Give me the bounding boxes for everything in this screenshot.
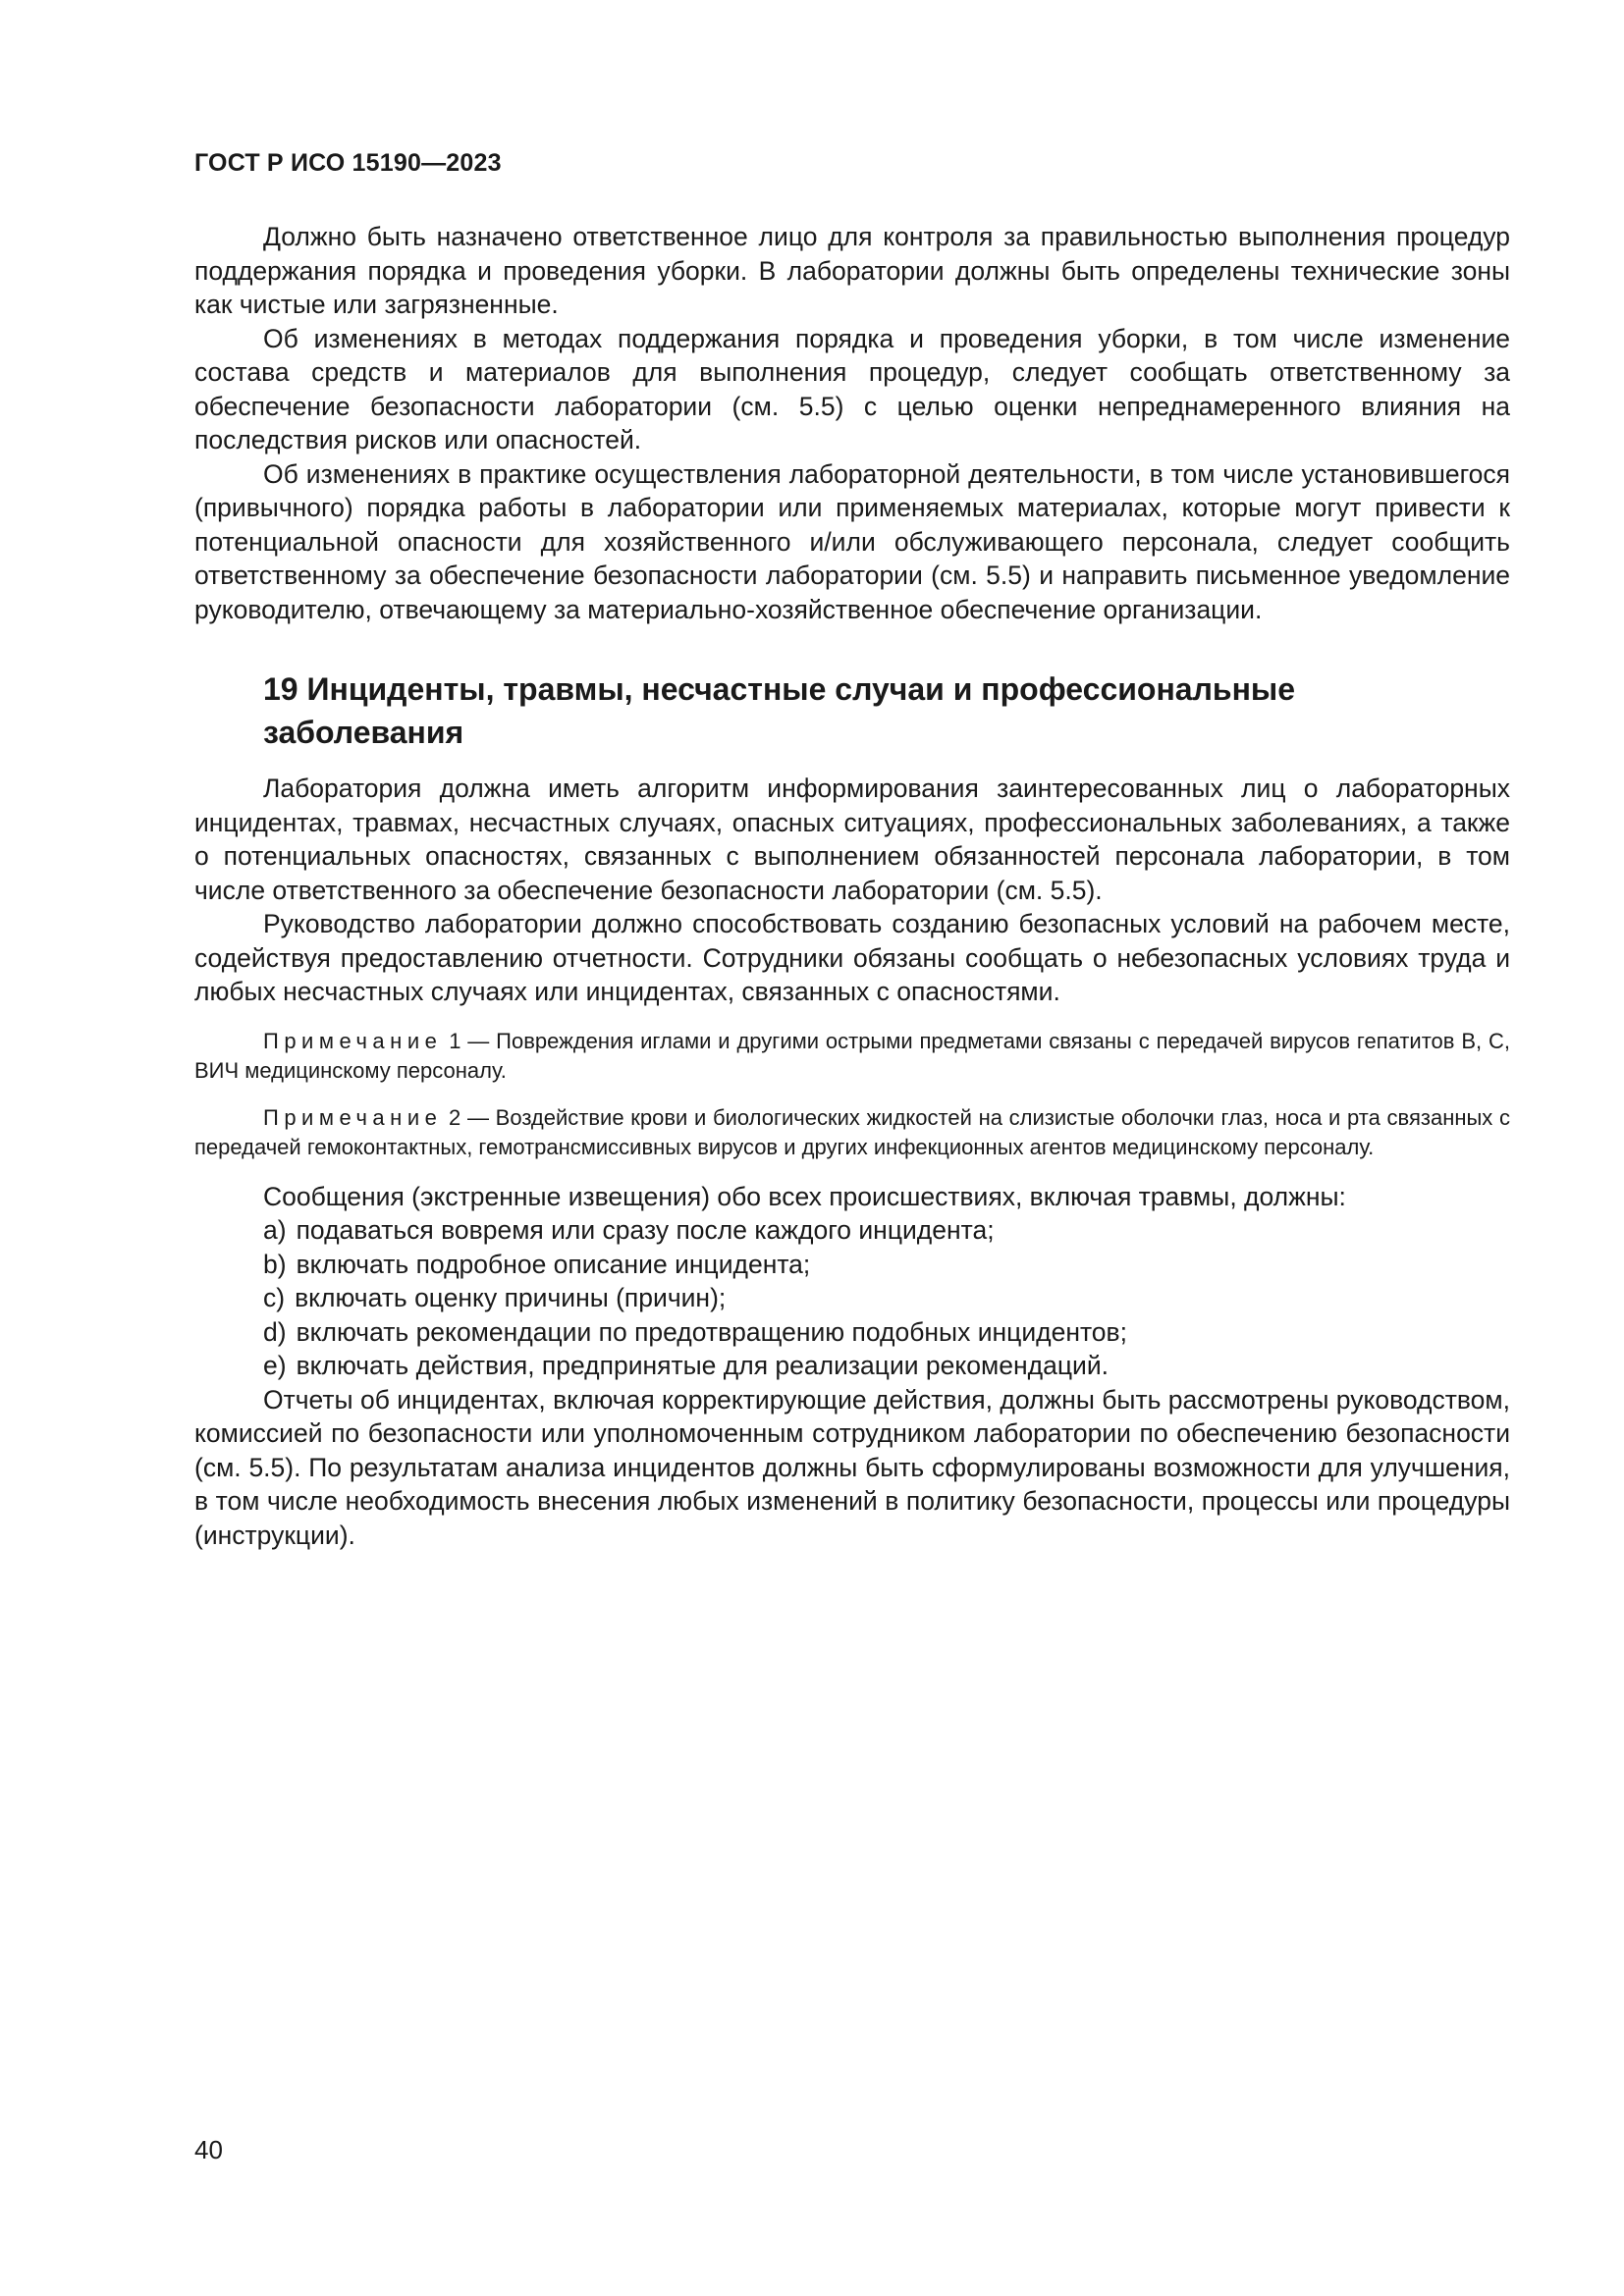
paragraph-incident-reports: Отчеты об инцидентах, включая корректирующие действия, должны быть рассмотрены руководством, комиссией по безопасности или уполномоченным сотрудником лаборатории по обеспечению безопасности (см. 5.5). По результатам анализа инцидентов должны быть сформулированы возможности для улучшения, в том числе необходимость внесения любых изменений в политику безопасности, процессы или процедуры (инструкции). [194, 1384, 1510, 1550]
note-label: Примечание [263, 1104, 443, 1130]
list-item-text: включать рекомендации по предотвращению подобных инцидентов; [296, 1316, 1127, 1347]
note-text: 2 — Воздействие крови и биологических жидкостей на слизистые оболочки глаз, носа и рта связанных с передачей гемоконтактных, гемотрансмиссивных вирусов и других инфекционных агентов медицинскому персоналу. [194, 1104, 1510, 1159]
document-code-header: ГОСТ Р ИСО 15190—2023 [194, 149, 502, 177]
list-marker: b) [263, 1249, 287, 1279]
paragraph-safe-conditions: Руководство лаборатории должно способствовать созданию безопасных условий на рабочем месте, содействуя предоставлению отчетности. Сотрудники обязаны сообщать о небезопасных условиях труда и любых несчастных случаях или инцидентах, связанных с опасностями. [194, 909, 1510, 1006]
document-body [194, 220, 1510, 1552]
paragraph-cleaning-changes: Об изменениях в методах поддержания порядка и проведения уборки, в том числе изменение состава средств и материалов для выполнения процедур, следует сообщать ответственному за обеспечение безопасности лаборатории (см. 5.5) с целью оценки непреднамеренного влияния на последствия рисков или опасностей. [194, 323, 1510, 454]
list-marker: c) [263, 1283, 286, 1312]
list-marker: e) [263, 1351, 287, 1380]
note-2 [194, 1103, 1510, 1162]
note-text: 1 — Повреждения иглами и другими острыми предметами связаны с передачей вирусов гепатитов В, С, ВИЧ медицинскому персоналу. [194, 1028, 1510, 1083]
list-item-text: подаваться вовремя или сразу после каждого инцидента; [296, 1215, 995, 1245]
list-intro: Сообщения (экстренные извещения) обо всех происшествиях, включая травмы, должны: [263, 1181, 1346, 1211]
list-item-text: включать подробное описание инцидента; [296, 1249, 811, 1279]
paragraph-responsible-person: Должно быть назначено ответственное лицо для контроля за правильностью выполнения процедур поддержания порядка и проведения уборки. В лаборатории должны быть определены технические зоны как чистые или загрязненные. [194, 222, 1510, 319]
list-item [194, 1349, 1510, 1383]
paragraph-informing-algorithm: Лаборатория должна иметь алгоритм информирования заинтересованных лиц о лабораторных инцидентах, травмах, несчастных случаях, опасных ситуациях, профессиональных заболеваниях, а также о потенциальных опасностях, связанных с выполнением обязанностей персонала лаборатории, в том числе ответственного за обеспечение безопасности лаборатории (см. 5.5). [194, 774, 1510, 905]
note-1 [194, 1027, 1510, 1086]
page-number: 40 [194, 2135, 223, 2164]
list-marker: a) [263, 1215, 287, 1245]
list-item-text: включать оценку причины (причин); [295, 1283, 727, 1312]
list-item-text: включать действия, предпринятые для реализации рекомендаций. [296, 1351, 1109, 1380]
requirements-list [194, 1213, 1510, 1383]
list-item [194, 1315, 1510, 1350]
list-item [194, 1281, 1510, 1315]
section-title: 19 Инциденты, травмы, несчастные случаи и профессиональные заболевания [263, 671, 1296, 750]
list-marker: d) [263, 1316, 287, 1347]
note-label: Примечание [263, 1028, 443, 1053]
list-item [194, 1213, 1510, 1248]
list-item [194, 1248, 1510, 1282]
paragraph-practice-changes: Об изменениях в практике осуществления лабораторной деятельности, в том числе установившегося (привычного) порядка работы в лаборатории или применяемых материалах, которые могут привести к потенциальной опасности для хозяйственного и/или обслуживающего персонала, следует сообщить ответственному за обеспечение безопасности лаборатории (см. 5.5) и направить письменное уведомление руководителю, отвечающему за материально-хозяйственное обеспечение организации. [194, 458, 1510, 624]
